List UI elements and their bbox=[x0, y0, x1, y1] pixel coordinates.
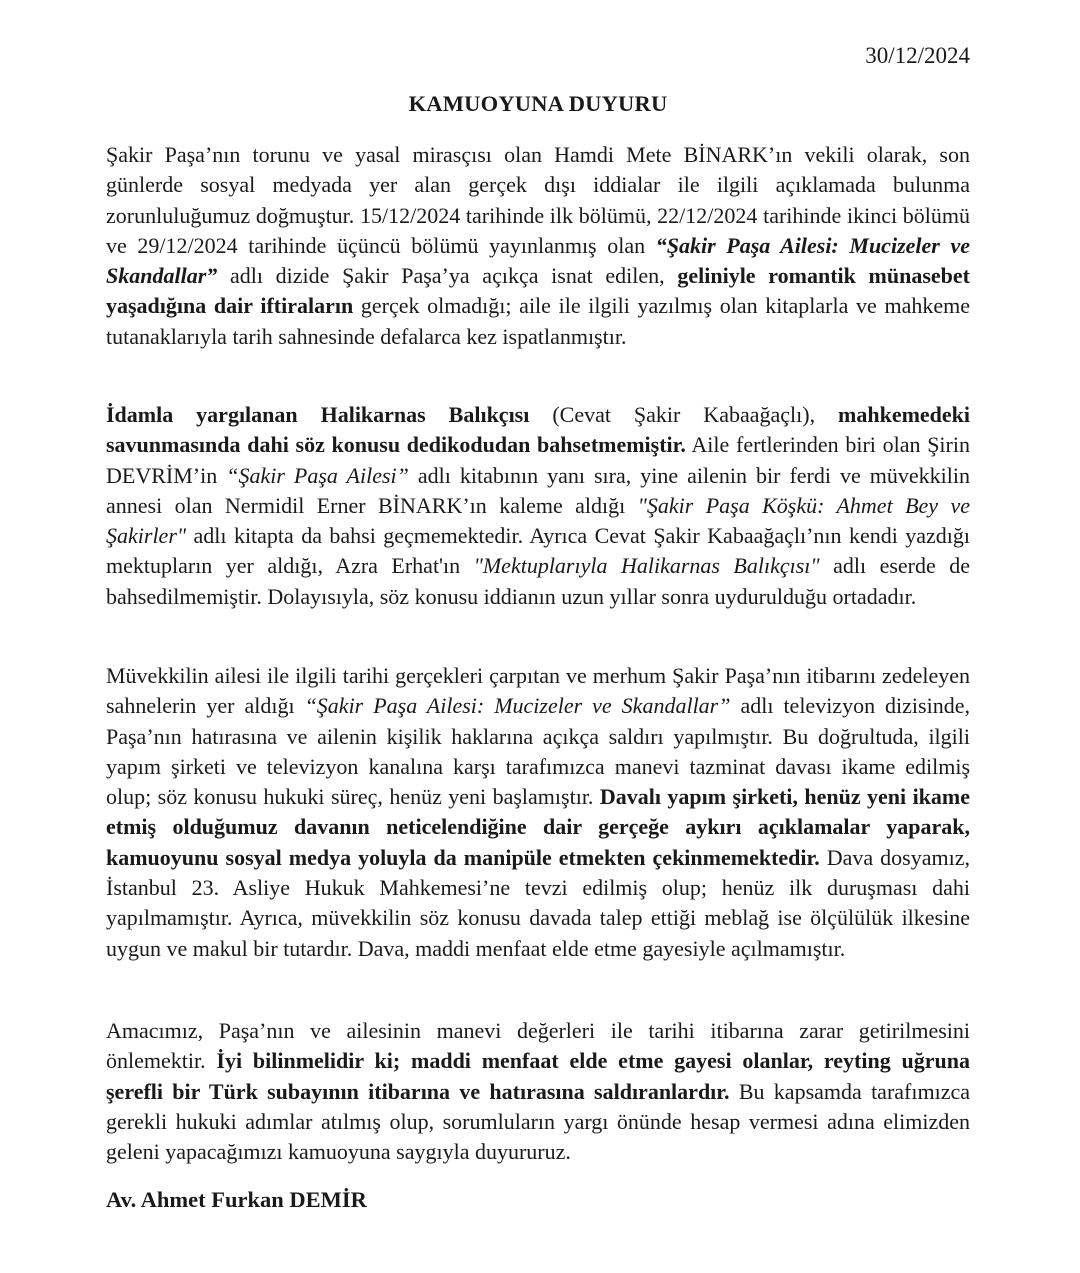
paragraph-4 bbox=[106, 1016, 970, 1167]
paragraph-4-text-2: Bu kapsamda tarafımızca gerekli hukuki adımlar atılmış olup, sorumluların yargı önünde hesap vermesi adına elimizden geleni yapacağımızı kamuoyuna saygıyla duyururuz. bbox=[106, 1078, 970, 1165]
signature: Av. Ahmet Furkan DEMİR bbox=[106, 1187, 367, 1212]
paragraph-4-text-1: Amacımız, Paşa’nın ve ailesinin manevi değerleri ile tarihi itibarına zarar getirilmesini önlemektir. bbox=[106, 1018, 970, 1074]
document-title: KAMUOYUNA DUYURU bbox=[408, 91, 668, 116]
book-title-sakir-pasa-koskü: "Şakir Paşa Köşkü: Ahmet Bey ve Şakirler" bbox=[106, 492, 970, 549]
paragraph-2-text-5: adlı eserde de bahsedilmemiştir. Dolayısıyla, söz konusu iddianın uzun yıllar sonra uydurulduğu ortadadır. bbox=[106, 553, 970, 609]
paragraph-2-text-1: (Cevat Şakir Kabaağaçlı), bbox=[529, 402, 839, 427]
book-title-mektuplariyla: "Mektuplarıyla Halikarnas Balıkçısı" bbox=[473, 553, 820, 579]
book-title-sakir-pasa-ailesi: “Şakir Paşa Ailesi” bbox=[226, 462, 409, 488]
paragraph-3-text-1: Müvekkilin ailesi ile ilgili tarihi gerçekleri çarpıtan ve merhum Şakir Paşa’nın itibarını zedeleyen sahnelerin yer aldığı bbox=[106, 663, 970, 719]
series-title-reference-2: “Şakir Paşa Ailesi: Mucizeler ve Skandallar” bbox=[304, 693, 731, 719]
paragraph-1-text-3: gerçek olmadığı; aile ile ilgili yazılmış olan kitaplarla ve mahkeme tutanaklarıyla tarih sahnesinde defalarca kez ispatlanmıştır. bbox=[106, 293, 970, 349]
paragraph-2-text-2: Aile fertlerinden biri olan Şirin DEVRİM’in bbox=[106, 432, 970, 488]
paragraph-2-bold-subject: İdamla yargılanan Halikarnas Balıkçısı bbox=[106, 402, 530, 427]
paragraph-4-bold-statement: İyi bilinmelidir ki; maddi menfaat elde etme gayesi olanlar, reyting uğruna şerefli bir Türk subayının itibarına ve hatırasına saldıranlardır. bbox=[106, 1048, 970, 1104]
paragraph-1-text-2: adlı dizide Şakir Paşa’ya açıkça isnat edilen, bbox=[217, 263, 678, 289]
paragraph-2-bold-defense: mahkemedeki savunmasında dahi söz konusu dedikodudan bahsetmemiştir. bbox=[106, 402, 971, 458]
paragraph-3-text-3: Dava dosyamız, İstanbul 23. Asliye Hukuk Mahkemesi’ne tevzi edilmiş olup; henüz ilk duruşması dahi yapılmamıştır. Ayrıca, müvekkilin söz konusu davada talep ettiği meblağ ise ölçülülük ilkesine uygun ve makul bir tutardır. Dava, maddi menfaat elde etme gayesiyle açılmamıştır. bbox=[106, 844, 970, 961]
paragraph-3-bold-statement: Davalı yapım şirketi, henüz yeni ikame etmiş olduğumuz davanın neticelendiğine dair gerçeğe aykırı açıklamalar yaparak, kamuoyunu sosyal medya yoluyla da manipüle etmekten çekinmemektedir. bbox=[106, 784, 971, 870]
paragraph-2-text-4: adlı kitapta da bahsi geçmemektedir. Ayrıca Cevat Şakir Kabaağaçlı’nın kendi yazdığı mektupların yer aldığı, Azra Erhat'ın bbox=[106, 523, 970, 579]
paragraph-1 bbox=[106, 140, 970, 352]
paragraph-3 bbox=[106, 661, 970, 964]
paragraph-2 bbox=[106, 400, 970, 612]
paragraph-1-text-1: Şakir Paşa’nın torunu ve yasal mirasçısı olan Hamdi Mete BİNARK’ın vekili olarak, son günlerde sosyal medyada yer alan gerçek dışı iddialar ile ilgili açıklamada bulunma zorunluluğumuz doğmuştur. 15/12/2024 tarihinde ilk bölümü, 22/12/2024 tarihinde ikinci bölümü ve 29/12/2024 tarihinde üçüncü bölümü yayınlanmış olan bbox=[106, 142, 970, 258]
paragraph-1-bold-claim: geliniyle romantik münasebet yaşadığına dair iftiraların bbox=[106, 263, 971, 319]
series-title-reference: “Şakir Paşa Ailesi: Mucizeler ve Skandallar” bbox=[106, 232, 970, 289]
paragraph-2-text-3: adlı kitabının yanı sıra, yine ailenin bir ferdi ve müvekkilin annesi olan Nermidil Erner BİNARK’ın kaleme aldığı bbox=[106, 462, 970, 518]
document-date: 30/12/2024 bbox=[865, 43, 970, 68]
paragraph-3-text-2: adlı televizyon dizisinde, Paşa’nın hatırasına ve ailenin kişilik haklarına açıkça saldırı yapılmıştır. Bu doğrultuda, ilgili yapım şirketi ve televizyon kanalına karşı tarafımızca manevi tazminat davası ikame edilmiş olup; söz konusu hukuki süreç, henüz yeni başlamıştır. bbox=[106, 693, 970, 810]
